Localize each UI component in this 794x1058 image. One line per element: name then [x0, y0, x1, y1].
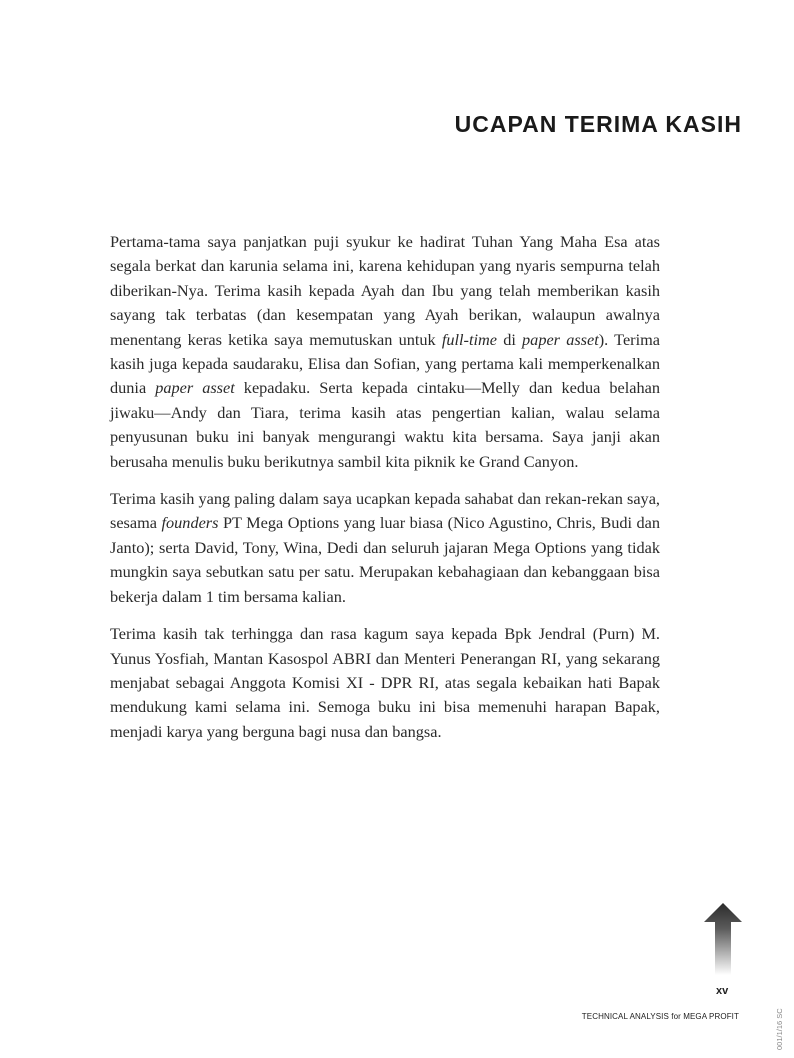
paragraph-2-italic-a: founders: [161, 513, 219, 533]
print-code: 001/1/16 SC: [775, 1008, 784, 1050]
paragraph-1-text-c: ). Terima kasih juga kepada saudaraku, Elisa dan Sofian, yang pertama kali memperkenalkan dunia: [110, 329, 661, 398]
paragraph-1-italic-a: full-time: [441, 329, 498, 349]
paragraph-1-italic-b: paper asset: [522, 329, 599, 349]
paragraph-1-text-a: Pertama-tama saya panjatkan puji syukur ke hadirat Tuhan Yang Maha Esa atas segala berkat dan karunia selama ini, karena kehidupan yang nyaris sempurna telah diberikan-Nya. Terima kasih kepada Ayah dan Ibu yang telah memberikan kasih sayang tak terbatas (dan kesempatan yang Ayah berikan, walaupun awalnya menentang keras ketika saya memutuskan untuk: [110, 232, 660, 349]
paragraph-2-text-b: PT Mega Options yang luar biasa (Nico Agustino, Chris, Budi dan Janto); serta David, Tony, Wina, Dedi dan seluruh jajaran Mega Options yang tidak mungkin saya sebutkan satu per satu. Merupakan kebahagiaan dan kebanggaan bisa bekerja dalam 1 tim bersama kalian.: [110, 513, 660, 606]
up-arrow-icon: [704, 903, 742, 975]
paragraph-3-text-a: Terima kasih tak terhingga dan rasa kagum saya kepada Bpk Jendral (Purn) M. Yunus Yosfiah, Mantan Kasospol ABRI dan Menteri Penerangan RI, yang sekarang menjabat sebagai Anggota Komisi XI - DPR RI, atas segala kebaikan hati Bapak mendukung kami selama ini. Semoga buku ini bisa memenuhi harapan Bapak, menjadi karya yang berguna bagi nusa dan bangsa.: [110, 624, 660, 741]
paragraph-2: [110, 487, 660, 609]
page-number: xv: [716, 985, 729, 997]
paragraph-1: [110, 230, 660, 474]
paragraph-3: [110, 622, 660, 744]
paragraph-1-text-b: di: [497, 329, 523, 349]
paragraph-1-text-d: kepadaku. Serta kepada cintaku—Melly dan kedua belahan jiwaku—Andy dan Tiara, terima kasih atas pengertian kalian, walau selama penyusunan buku ini banyak mengurangi waktu kita bersama. Saya janji akan berusaha menulis buku berikutnya sambil kita piknik ke Grand Canyon.: [110, 378, 661, 471]
body-text: [110, 230, 660, 757]
footer-book-title: TECHNICAL ANALYSIS for MEGA PROFIT: [581, 1012, 739, 1021]
paragraph-1-italic-c: paper asset: [155, 378, 235, 398]
paragraph-2-text-a: Terima kasih yang paling dalam saya ucapkan kepada sahabat dan rekan-rekan saya, sesama: [110, 489, 660, 533]
page-title: UCAPAN TERIMA KASIH: [454, 111, 742, 137]
